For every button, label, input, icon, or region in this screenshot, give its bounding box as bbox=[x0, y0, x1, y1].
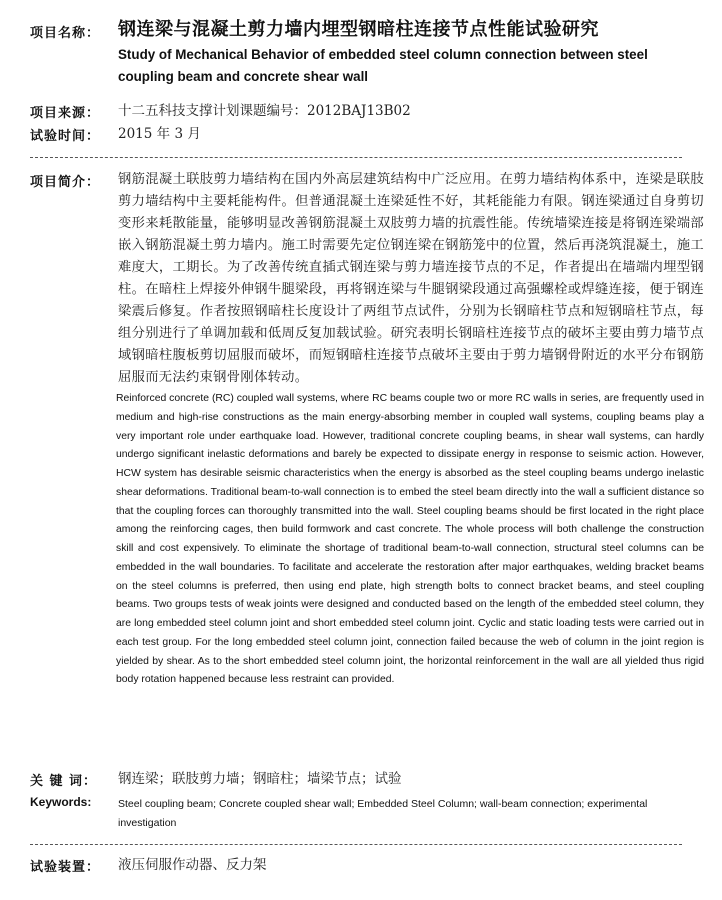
divider-top bbox=[30, 157, 682, 158]
project-source-value: 十二五科技支撑计划课题编号：2012BAJ13B02 bbox=[118, 103, 411, 119]
keywords-cn-value: 钢连梁；联肢剪力墙；钢暗柱；墙梁节点；试验 bbox=[118, 771, 402, 787]
project-source-label: 项目来源： bbox=[30, 106, 101, 121]
project-title-en: Study of Mechanical Behavior of embedded steel column connection between steel coupling beam and concrete shear wall bbox=[118, 47, 648, 84]
divider-bottom bbox=[30, 844, 682, 845]
project-time-value: 2015 年 3 月 bbox=[118, 126, 201, 142]
project-title-cn: 钢连梁与混凝土剪力墙内埋型钢暗柱连接节点性能试验研究 bbox=[118, 19, 599, 40]
keywords-en-label: Keywords: bbox=[30, 795, 92, 809]
project-name-label: 项目名称： bbox=[30, 26, 101, 41]
abstract-cn: 钢筋混凝土联肢剪力墙结构在国内外高层建筑结构中广泛应用。在剪力墙结构体系中，连梁是联肢剪力墙结构中主要耗能构件。但普通混凝土连梁延性不好，其耗能能力有限。钢连梁通过自身剪切变形来耗散能量，能够明显改善钢筋混凝土双肢剪力墙的抗震性能。传统墙梁连接是将钢连梁端部嵌入钢筋混凝土剪力墙内。施工时需要先定位钢连梁在钢筋笼中的位置，然后再浇筑混凝土，施工难度大，工期长。为了改善传统直插式钢连梁与剪力墙连接节点的不足，作者提出在墙端内埋型钢柱。在暗柱上焊接外伸钢牛腿梁段，再将钢连梁与牛腿钢梁段通过高强螺栓或焊缝连接，便于钢连梁震后修复。作者按照钢暗柱长度设计了两组节点试件，分别为长钢暗柱节点和短钢暗柱节点，每组分别进行了单调加载和低周反复加载试验。研究表明长钢暗柱连接节点的破坏主要由剪力墙节点域钢暗柱腹板剪切屈服而破坏，而短钢暗柱连接节点破坏主要由于剪力墙钢骨附近的水平分布钢筋屈服而无法约束钢骨刚体转动。 bbox=[118, 172, 704, 385]
project-title-block bbox=[118, 18, 704, 88]
abstract-en: Reinforced concrete (RC) coupled wall systems, where RC beams couple two or more RC walls in series, are frequently used in medium and high-rise constructions as the main energy-absorbing member in coupled wall systems, coupling beams play a very important role under earthquake load. However, traditional concrete coupling beams, in shear wall systems, can hardly undergo significant inelastic deformations and barely be expected to dissipate energy in response to seismic action. However, HCW system has desirable seismic characteristics when the energy is absorbed as the steel coupling beams undergo inelastic shear deformations. Traditional beam-to-wall connection is to embed the steel beam directly into the wall a sufficient distance so that the coupling forces can thoroughly transmitted into the wall. Steel coupling beams should be first located in the right place among the reinforcing cages, then build formwork and cast concrete. The whole process will both challenge the construction skill and cost expensively. To eliminate the shortage of traditional beam-to-wall connection, structural steel columns can be embedded in the wall boundaries. To facilitate and accelerate the restoration after major earthquakes, welding bracket beams on the steel columns is preferred, then using end plate, high strength bolts to connect bracket beams, and steel coupling beams. Two groups tests of weak joints were designed and conducted based on the length of the embedded steel column, they are long embedded steel column joint and short embedded steel column joint. Cyclic and static loading tests were carried out in each test group. For the long embedded steel column joint, connection failed because the web of column in the joint region is yielded by shear. As to the short embedded steel column joint, the horizontal reinforcement in the wall are all yielded thus rigid body rotation happened because less restraint can provided. bbox=[116, 393, 704, 686]
keywords-cn-label: 关 键 词： bbox=[30, 774, 98, 789]
project-intro-block bbox=[118, 169, 704, 690]
project-time-label: 试验时间： bbox=[30, 129, 101, 144]
equipment-label: 试验装置： bbox=[30, 860, 101, 875]
keywords-en-value: Steel coupling beam; Concrete coupled shear wall; Embedded Steel Column; wall-beam connection; experimental investigation bbox=[118, 798, 648, 829]
equipment-value: 液压伺服作动器、反力架 bbox=[118, 857, 267, 873]
project-intro-label: 项目简介： bbox=[30, 175, 101, 190]
